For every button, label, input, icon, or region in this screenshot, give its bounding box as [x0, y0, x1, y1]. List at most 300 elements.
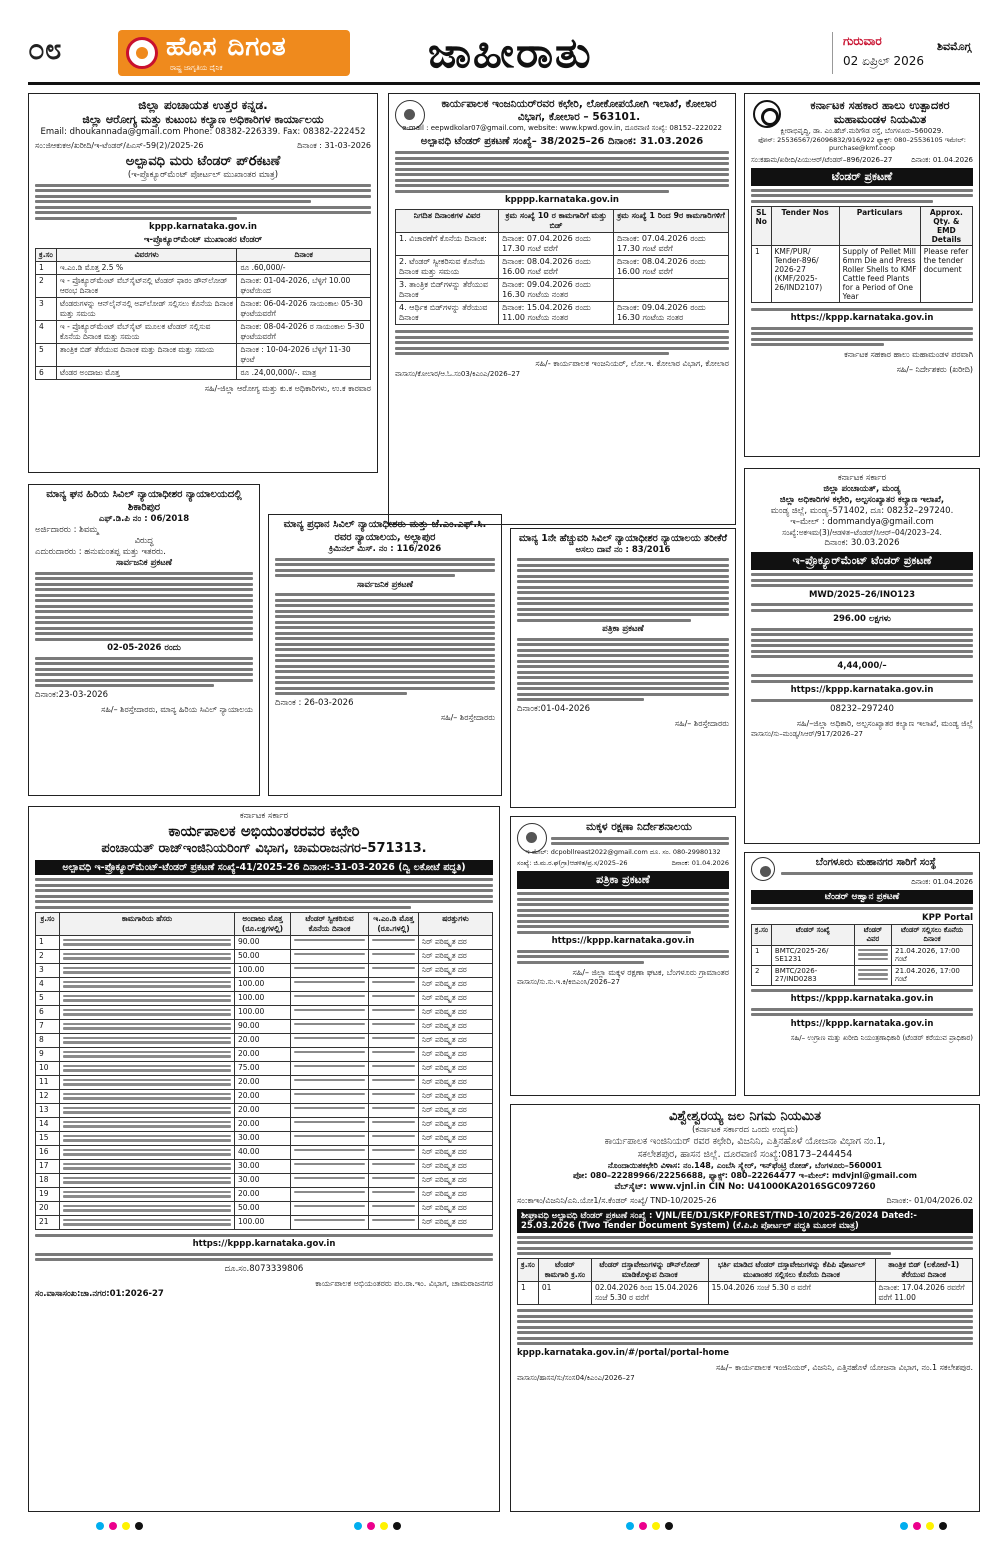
signature: ಕಾರ್ಯಪಾಲಕ ಅಭಿಯಂತರರು ಪಂ.ರಾ.ಇಂ. ವಿಭಾಗ, ಚಾಮರಾಜನಗರ — [315, 1278, 493, 1288]
table-cell: 14 — [36, 1117, 60, 1131]
table-cell — [369, 1201, 419, 1215]
table-cell — [60, 1131, 235, 1145]
table-cell — [291, 1159, 369, 1173]
notice-heading: ಅಲ್ಪಾವಧಿ ಟೆಂಡರ್ ಪ್ರಕಟಣೆ ಸಂಖ್ಯೆ– 38/2025–26 ದಿನಾಂಕ: 31.03.2026 — [420, 136, 704, 148]
table-cell — [369, 935, 419, 949]
table-cell: 17 — [36, 1159, 60, 1173]
table-cell: 40.00 — [235, 1145, 291, 1159]
issue-date: 02 ಏಪ್ರಿಲ್ 2026 — [843, 54, 925, 68]
col-header: Particulars — [839, 206, 920, 245]
table-cell: 100.00 — [235, 1005, 291, 1019]
table-cell: ನಿರ್ ಪರಿಷ್ಕೃತ ದರ — [419, 1145, 493, 1159]
notice-date: ದಿನಾಂಕ: 01.04.2026 — [911, 155, 973, 164]
table-row: 4. ಆರ್ಥಿಕ ಬಿಡ್‌ಗಳನ್ನು ತೆರೆಯುವ ದಿನಾಂಕ ದಿನಾಂಕ: 15.04.2026 ರಂದು 11.00 ಗಂಟೆಯ ನಂತರ ದಿನಾಂಕ: 09.04.2026 ರಂದು 16.30 ಗಂಟೆಯ ನಂತರ — [396, 302, 729, 325]
table-cell — [60, 1173, 235, 1187]
case-number: ಕ್ರಿಮಿನಲ್ ಮಿಸ್. ನಂ : 116/2026 — [328, 544, 442, 554]
table-cell: 19 — [36, 1187, 60, 1201]
signature: ಸಹಿ/– ಶಿರಸ್ತೇದಾರರು — [674, 719, 729, 729]
table-cell — [60, 1103, 235, 1117]
table-cell: 20.00 — [235, 1047, 291, 1061]
table-cell — [369, 1005, 419, 1019]
table-row — [36, 1117, 493, 1131]
dates-table — [395, 209, 729, 325]
notice-heading: ಅಲ್ಪಾವಧಿ ಮರು ಟೆಂಡರ್ ಪ್రಕಟಣೆ — [125, 153, 281, 169]
table-cell — [369, 1215, 419, 1229]
ad-kmf — [744, 93, 980, 457]
table-cell — [60, 1215, 235, 1229]
ad-court-tarikere — [510, 528, 736, 808]
table-cell — [369, 1131, 419, 1145]
ad-address: ಮಂಡ್ಯ ಜಿಲ್ಲೆ, ಮಂಡ್ಯ–571402, ದೂ: 08232–297240. — [770, 506, 954, 517]
case-number: ಎಫ್.ಡಿ.ಪಿ ನಂ : 06/2018 — [98, 514, 190, 524]
col-header: ಟೆಂಡರ್ ಸಂಖ್ಯೆ — [771, 924, 854, 945]
party-petitioner: ಅರ್ಜಿದಾರರು : ಶಿವಮ್ಮ — [35, 525, 99, 536]
table-row — [36, 1033, 493, 1047]
notice-date: ದಿನಾಂಕ : 31-03-2026 — [297, 140, 371, 150]
table-cell: ನಿರ್ ಪರಿಷ್ಕೃತ ದರ — [419, 1215, 493, 1229]
ref-number: ಸಂ:ಕಾಇಂ/ವಿಜನಿನಿ/ಎನಿ.ಯೋ1/ಸ.ಕೆಂಡರ್ ಸಂಖ್ಯೆ/ TND-10/2025-26 — [517, 1195, 717, 1205]
col-header: ನಿಗದಿತ ದಿನಾಂಕಗಳ ವಿವರ — [396, 210, 499, 233]
table-cell — [369, 1089, 419, 1103]
ref-number: ಸಂಖ್ಯೆ: ಜಿ.ಮ.ರ.ಘ(ಗ್ರಾ)ಆಡಳಿತ/ಪ್ರ.ಸ/2025–26 — [517, 859, 628, 868]
table-row — [36, 1131, 493, 1145]
table-cell: 11 — [36, 1075, 60, 1089]
table-row — [36, 977, 493, 991]
table-cell — [291, 1047, 369, 1061]
website-cin[interactable]: ವೆಬ್‌ಸೈಟ್: www.vjnl.in CIN No: U41000KA2016SGC097260 — [614, 1181, 876, 1192]
table-cell — [291, 1019, 369, 1033]
ad-footer: ಸಂ.ವಾಸಾಸಂಖ:ಚಾ.ನಗರ:01:2026-27 — [35, 1289, 164, 1300]
table-cell: 20.00 — [235, 1187, 291, 1201]
col-header: ಟೆಂಡರ್ ವಿವರ — [854, 924, 892, 945]
table-cell: 13 — [36, 1103, 60, 1117]
table-cell — [369, 949, 419, 963]
col-header: ಕ್ರಮ ಸಂಖ್ಯೆ 10 ರ ಕಾಮಗಾರಿಗೆ ಮತ್ತು ಬಿಡ್ — [499, 210, 614, 233]
table-row: 3 ಟೆಂಡರುಗಳನ್ನು ಆನ್‌ಲೈನ್‌ನಲ್ಲಿ ಅಪ್‌ಲೋಡ್ ಸಲ್ಲಿಸಲು ಕೊನೆಯ ದಿನಾಂಕ ಮತ್ತು ಸಮಯ ದಿನಾಂಕ: 06-04-2026 ಸಾಯಂಕಾಲ 05-30 ಘಂಟೆಯವರೆಗೆ — [36, 298, 371, 321]
signature-note: ಕರ್ನಾಟಕ ಸಹಕಾರ ಹಾಲು ಮಹಾಮಂಡಳ ಪರವಾಗಿ — [844, 350, 973, 360]
ad-contact: e-mail : eepwdkolar07@gmail.com, website: www.kpwd.gov.in, ದೂರವಾಣಿ ಸಂಖ್ಯೆ: 08152–222022 — [402, 124, 722, 133]
table-row — [36, 963, 493, 977]
table-cell — [369, 1047, 419, 1061]
ad-title: ಬೆಂಗಳೂರು ಮಹಾನಗರ ಸಾರಿಗೆ ಸಂಸ್ಥೆ — [815, 857, 937, 868]
table-row — [36, 1201, 493, 1215]
table-cell: 90.00 — [235, 935, 291, 949]
table-cell — [369, 1173, 419, 1187]
table-row: 1 KMF/PUR/ Tender-896/ 2026-27 (KMF/2025-26/IND2107) Supply of Pellet Mill 6mm Die and Press Roller Shells to KMF Cattle feed Plants for a Period of One Year Please refer the tender document — [752, 245, 973, 302]
tender-ref: MWD/2025–26/INO123 — [808, 589, 916, 600]
table-row — [36, 935, 493, 949]
table-cell: 2 — [36, 949, 60, 963]
col-header: ಷರತ್ತುಗಳು — [419, 912, 493, 935]
table-cell — [60, 1019, 235, 1033]
portal-link[interactable]: https://kppp.karnataka.gov.in — [192, 1239, 336, 1250]
bmtc-logo-icon — [751, 857, 775, 881]
table-cell — [291, 1075, 369, 1089]
office-line-2: ಸಕಲೇಶಪುರ, ಹಾಸನ ಜಿಲ್ಲೆ. ದೂರವಾಣಿ ಸಂಖ್ಯೆ:08173–244454 — [637, 1148, 853, 1160]
table-cell: ನಿರ್ ಪರಿಷ್ಕೃತ ದರ — [419, 1089, 493, 1103]
table-cell — [60, 1159, 235, 1173]
ref-number: ಸಂ:ಜಿಆಕುಕಅ/ಖರೀದಿ/ಇ-ಟೆಂಡರ್/ಪಿಎಸ್-59(2)/2025-26 — [35, 140, 204, 150]
table-row — [36, 1145, 493, 1159]
table-cell — [369, 991, 419, 1005]
signature: ಸಹಿ/– ಜಿಲ್ಲಾ ಮಕ್ಕಳ ರಕ್ಷಣಾ ಘಟಕ, ಬೆಂಗಳೂರು ಗ್ರಾಮಾಂತರ — [572, 967, 729, 977]
table-cell: 3 — [36, 963, 60, 977]
tender-fee: 4,44,000/– — [837, 660, 887, 671]
notice-date: ದಿನಾಂಕ : 26-03-2026 — [275, 697, 354, 708]
weekday: ಗುರುವಾರ — [843, 34, 882, 48]
table-cell: 20 — [36, 1201, 60, 1215]
table-cell: 30.00 — [235, 1131, 291, 1145]
ref-number: ಸಂಖ್ಯೆ:ಅಕಇಮ(3)/ಆಡಳಿತ–ಟೆಂಡರ್/ಸಿಆರ್–04/2023–24. — [782, 528, 942, 538]
table-cell: ನಿರ್ ಪರಿಷ್ಕೃತ ದರ — [419, 1173, 493, 1187]
col-header: Approx. Qty. & EMD Details — [920, 206, 972, 245]
ad-footer: ವಾಸಾಸಂ/ಕೋಲಾರ/ಆ.ಓ.ಸಂ03/ಕಿಎಂಎ/2026–27 — [395, 370, 521, 379]
table-row: 1 BMTC/2025-26/ SE1231 21.04.2026, 17:00 ಗಂಟೆ — [752, 945, 973, 965]
ad-email: ಇ–ಮೇಲ್ : dommandya@gmail.com — [790, 517, 934, 528]
notice-date: ದಿನಾಂಕ:01-04-2026 — [517, 703, 591, 714]
table-cell: ನಿರ್ ಪರಿಷ್ಕೃತ ದರ — [419, 949, 493, 963]
table-row: 6 ಟೆಂಡರ ಅಂದಾಜು ಮೊತ್ತ ರೂ .24,00,000/-. ಮಾತ್ರ — [36, 367, 371, 380]
table-cell: ನಿರ್ ಪರಿಷ್ಕೃತ ದರ — [419, 1061, 493, 1075]
table-cell — [291, 1005, 369, 1019]
works-table — [35, 912, 493, 1230]
table-row — [36, 1047, 493, 1061]
notice-heading: ಟೆಂಡರ್ ಪ್ರಕಟಣೆ — [751, 168, 973, 186]
table-cell — [369, 1075, 419, 1089]
table-cell: 20.00 — [235, 1103, 291, 1117]
ad-footer: ವಾಸಾಸಂ/ಸು–ಮಂಡ್ಯ/ಸಿಆರ್/917/2026–27 — [751, 730, 863, 739]
ad-footer: ವಾಸಾಸಂ/ಸು.ಸು.ಇ.ಕಿ/ಕಿಬಿಎಂಸಿ/2026–27 — [517, 978, 620, 987]
ad-bmtc — [744, 852, 980, 1096]
table-cell: 1 — [36, 935, 60, 949]
table-row: 2 ಇ - ಪ್ರೊಕ್ಯೂರ್‌ಮೆಂಟ್ ವೆಬ್‌ಸೈಟ್‌ನಲ್ಲಿ ಟೆಂಡರ್ ಫಾರಂ ಡೌನ್‌ಲೋಡ್ ಆರಂಭ ದಿನಾಂಕ ದಿನಾಂಕ: 01-04-2026, ಬೆಳ್ಳಿಗೆ 10.00 ಘಂಟೆಯಿಂದ — [36, 275, 371, 298]
phone: ದೂ.ಸಂ.8073339806 — [224, 1263, 304, 1274]
table-cell — [291, 1201, 369, 1215]
signature: ಸಹಿ/–ಜಿಲ್ಲಾ ಅಧಿಕಾರಿ, ಅಲ್ಪಸಂಖ್ಯಾತರ ಕಲ್ಯಾಣ ಇಲಾಖೆ, ಮಂಡ್ಯ ಜಿಲ್ಲೆ — [796, 719, 973, 729]
portal-link-secondary[interactable]: https://kppp.karnataka.gov.in — [790, 1018, 934, 1029]
print-registration-marks — [900, 1522, 947, 1530]
table-cell — [60, 1187, 235, 1201]
col-header: ಟೆಂಡರ್ ದಸ್ತಾವೇಜುಗಳನ್ನು ಡೌನ್‌ಲೋಡ್ ಮಾಡಿಕೊಳ್ಳುವ ದಿನಾಂಕ — [591, 1259, 708, 1282]
table-row — [36, 991, 493, 1005]
ad-contact: ಫೋನ್: 25536567/26096832/916/922 ಫ್ಯಾಕ್ಸ್: 080–25536105 ಇಮೇಲ್: purchase@kmf.coop — [758, 135, 966, 153]
table-cell: 10 — [36, 1061, 60, 1075]
table-cell: ನಿರ್ ಪರಿಷ್ಕೃತ ದರ — [419, 991, 493, 1005]
signature: ಸಹಿ/– ಕಾರ್ಯಪಾಲಕ ಇಂಜಿನಿಯರ್, ವಿಜನಿನಿ, ಎತ್ತಿನಹೊಳೆ ಯೋಜನಾ ವಿಭಾಗ, ನಂ.1 ಸಕಲೇಶಪುರ. — [715, 1362, 973, 1372]
ad-court-alappuzha — [268, 514, 502, 796]
ref-number: ಸಂ:ಕಹಾಮ/ಖರೀದಿ/ಪಿಯುಆರ್/ಟೆಂಡರ್–896/2026–27 — [751, 155, 893, 164]
registered-contact: ಪೋ: 080–22289966/22256688, ಫ್ಯಾಕ್ಸ್: 080–22264477 ಇ–ಮೇಲ್: mdvjnl@gmail.com — [573, 1171, 917, 1181]
table-cell: ನಿರ್ ಪರಿಷ್ಕೃತ ದರ — [419, 1187, 493, 1201]
table-cell: 16 — [36, 1145, 60, 1159]
table-cell: 5 — [36, 991, 60, 1005]
table-cell: ನಿರ್ ಪರಿಷ್ಕೃತ ದರ — [419, 963, 493, 977]
party-respondent: ಎದುರುದಾರರು : ಹನುಮಂತಪ್ಪ ಮತ್ತು ಇತರರು. — [35, 547, 166, 558]
table-cell — [291, 949, 369, 963]
table-cell: 15 — [36, 1131, 60, 1145]
col-header: ಭರ್ತಿ ಮಾಡಿದ ಟೆಂಡರ್ ದಸ್ತಾವೇಜುಗಳನ್ನು ಕೆಪಿಪಿ ಪೋರ್ಟಲ್ ಮುಖಾಂತರ ಸಲ್ಲಿಸಲು ಕೊನೆಯ ದಿನಾಂಕ — [708, 1259, 875, 1282]
ad-court-shivamogga — [28, 484, 260, 796]
table-cell — [60, 935, 235, 949]
ad-address: ಕ್ಷೀರಾಭಿವೃದ್ಧಿ, ಡಾ. ಎಂ.ಹೆಚ್.ಮರಿಗೌಡ ರಸ್ತೆ, ಬೆಂಗಳೂರು–560029. — [780, 126, 944, 135]
table-cell — [369, 1103, 419, 1117]
table-cell: ನಿರ್ ಪರಿಷ್ಕೃತ ದರ — [419, 1201, 493, 1215]
table-cell: ನಿರ್ ಪರಿಷ್ಕೃತ ದರ — [419, 935, 493, 949]
notice-heading: ಟೆಂಡರ್ ಆಹ್ವಾನ ಪ್ರಕಟಣೆ — [751, 890, 973, 904]
table-row — [36, 1187, 493, 1201]
versus: ವಿರುದ್ಧ — [134, 536, 154, 547]
portal-name: KPP Portal — [922, 912, 973, 923]
notice-subheading: (ಇ-ಪ್ರೊಕ್ಯೂರ್‌ಮೆಂಟ್ ಪೋರ್ಟಲ್ ಮುಖಾಂತರ ಮಾತ್ರ) — [127, 170, 279, 181]
ad-title-office: ಜಿಲ್ಲಾ ಆರೋಗ್ಯ ಮತ್ತು ಕುಟುಂಬ ಕಲ್ಯಾಣ ಅಧಿಕಾರಿಗಳ ಕಾರ್ಯಾಲಯ — [82, 113, 324, 126]
table-cell — [60, 1047, 235, 1061]
col-header: ಕ್ರಮ ಸಂಖ್ಯೆ 1 ರಿಂದ 9ರ ಕಾಮಗಾರಿಗಳಿಗೆ — [614, 210, 729, 233]
ad-mandya — [744, 468, 980, 844]
notice-date: ದಿನಾಂಕ: 30.03.2026 — [824, 537, 900, 548]
table-cell — [291, 1215, 369, 1229]
table-cell: ನಿರ್ ಪರಿಷ್ಕೃತ ದರ — [419, 1047, 493, 1061]
notice-date: ದಿನಾಂಕ:- 01/04/2026.02 — [886, 1195, 973, 1205]
signature: ಸಹಿ/– ಶಿರಸ್ತೇದಾರರು — [440, 712, 495, 722]
table-cell: 7 — [36, 1019, 60, 1033]
ad-title: ಜಿಲ್ಲಾ ಪಂಚಾಯತ ಉತ್ತರ ಕನ್ನಡ. — [138, 98, 268, 112]
ad-contact: Email: dhoukannada@gmail.com Phone: 08382-226339. Fax: 08382-222452 — [40, 126, 366, 137]
table-cell: 20.00 — [235, 1075, 291, 1089]
table-row: 3. ತಾಂತ್ರಿಕ ಬಿಡ್‌ಗಳನ್ನು ತೆರೆಯುವ ದಿನಾಂಕ ದಿನಾಂಕ: 09.04.2026 ರಂದು 16.30 ಗಂಟೆಯ ನಂತರ — [396, 279, 729, 302]
table-cell — [369, 1187, 419, 1201]
col-header: ಕಾಮಗಾರಿಯ ಹೆಸರು — [60, 912, 235, 935]
table-cell: ನಿರ್ ಪರಿಷ್ಕೃತ ದರ — [419, 1131, 493, 1145]
ad-title: ಜಿಲ್ಲಾ ಪಂಚಾಯತ್, ಮಂಡ್ಯ — [823, 484, 901, 495]
date-box — [832, 32, 980, 74]
table-cell: 6 — [36, 1005, 60, 1019]
case-number: ಅಸಲು ದಾವೆ ನಂ : 83/2016 — [575, 544, 671, 555]
ad-child-protection — [510, 816, 736, 1096]
estimated-cost: 296.00 ಲಕ್ಷಗಳು — [833, 614, 891, 625]
col-header: ಇ.ಎಂ.ಡಿ ಮೊತ್ತ (ರೂ.ಗಳಲ್ಲಿ) — [369, 912, 419, 935]
table-cell: 100.00 — [235, 1215, 291, 1229]
table-row: 2. ಟೆಂಡರ್ ಸ್ವೀಕರಿಸುವ ಕೊನೆಯ ದಿನಾಂಕ ಮತ್ತು ಸಮಯ ದಿನಾಂಕ: 08.04.2026 ರಂದು 16.00 ಗಂಟೆ ವರೆಗೆ ದಿನಾಂಕ: 08.04.2026 ರಂದು 16.00 ಗಂಟೆ ವರೆಗೆ — [396, 256, 729, 279]
table-cell: 20.00 — [235, 1089, 291, 1103]
ad-title: ಕಾರ್ಯಪಾಲಕ ಅಭಿಯಂತರರವರ ಕಛೇರಿ — [168, 822, 360, 841]
signature: ಸಹಿ/– ನಿರ್ದೇಶಕರು (ಖರೀದಿ) — [896, 365, 973, 375]
table-cell — [60, 949, 235, 963]
table-cell: ನಿರ್ ಪರಿಷ್ಕೃತ ದರ — [419, 1033, 493, 1047]
office-line-1: ಕಾರ್ಯಪಾಲಕ ಇಂಜಿನಿಯರ್ ರವರ ಕಛೇರಿ, ವಿಜನಿನಿ, ಎತ್ತಿನಹೊಳೆ ಯೋಜನಾ ವಿಭಾಗ ನಂ.1, — [604, 1136, 886, 1148]
table-cell: 21 — [36, 1215, 60, 1229]
table-cell — [291, 977, 369, 991]
print-registration-marks — [96, 1522, 143, 1530]
col-header: ಕ್ರ.ಸಂ — [36, 249, 57, 262]
table-cell: ನಿರ್ ಪರಿಷ್ಕೃತ ದರ — [419, 1103, 493, 1117]
ad-title: ಮಾನ್ಯ 1ನೇ ಹೆಚ್ಚುವರಿ ಸಿವಿಲ್ ನ್ಯಾಯಾಧೀಶರ ನ್ಯಾಯಾಲಯ ತರೀಕೆರೆ — [519, 533, 727, 544]
table-cell: ನಿರ್ ಪರಿಷ್ಕೃತ ದರ — [419, 1019, 493, 1033]
ad-footer: ವಾಸಾಸಂ/ಹಾಸನ/ಸು/ಸಂಸ04/ಕಿಎಂಎ/2026–27 — [517, 1373, 635, 1382]
table-row — [36, 1089, 493, 1103]
newspaper-name: ಹೊಸ ದಿಗಂತ — [166, 32, 287, 62]
table-row: 4 ಇ - ಪ್ರೊಕ್ಯೂರ್‌ಮೆಂಟ್ ವೆಬ್‌ಸೈಟ್ ಮೂಲಕ ಟೆಂಡರ್ ಸಲ್ಲಿಸುವ ಕೊನೆಯ ದಿನಾಂಕ ಮತ್ತು ಸಮಯ ದಿನಾಂಕ: 08-04-2026 ರ ಸಾಯಂಕಾಲ 5-30 ಘಂಟೆಯವರೆಗೆ — [36, 321, 371, 344]
table-row — [36, 1061, 493, 1075]
masthead-rule — [28, 82, 980, 85]
logo-emblem-icon — [126, 37, 158, 69]
table-cell — [369, 1117, 419, 1131]
section-title: ಜಾಹೀರಾತು — [428, 28, 593, 77]
newspaper-tagline: ರಾಷ್ಟ್ರ ಜಾಗೃತಿಯ ದೈನಿಕ — [170, 64, 223, 72]
portal-link[interactable]: kppp.karnataka.gov.in/#/portal/portal-home — [517, 1347, 730, 1358]
table-cell: 12 — [36, 1089, 60, 1103]
table-cell — [60, 1033, 235, 1047]
table-cell — [291, 1103, 369, 1117]
table-row: 5 ತಾಂತ್ರಿಕ ಬಿಡ್ ತೆರೆಯುವ ದಿನಾಂಕ ಮತ್ತು ದಿನಾಂಕ ಮತ್ತು ಸಮಯ ದಿನಾಂಕ : 10-04-2026 ಬೆಳ್ಳಿಗೆ 11-30 ಘಂಟೆ — [36, 344, 371, 367]
table-cell: 20.00 — [235, 1033, 291, 1047]
tender-schedule-table — [35, 248, 371, 380]
table-cell: 75.00 — [235, 1061, 291, 1075]
table-row — [36, 1173, 493, 1187]
karnataka-emblem-icon — [395, 100, 425, 130]
table-cell — [291, 1061, 369, 1075]
notice-heading: ಸಾರ್ವಜನಿಕ ಪ್ರಕಟಣೆ — [116, 558, 172, 569]
col-header: ಟೆಂಡರ್ ಸ್ವೀಕರಿಸುವ ಕೊನೆಯ ದಿನಾಂಕ — [291, 912, 369, 935]
signature: ಸಹಿ/-ಜಿಲ್ಲಾ ಆರೋಗ್ಯ ಮತ್ತು ಕು.ಕ ಅಧಿಕಾರಿಗಳು, ಉ.ಕ ಕಾರವಾರ — [204, 384, 371, 394]
col-header: ಕ್ರ.ಸಂ — [518, 1259, 539, 1282]
col-header: Tender Nos — [771, 206, 839, 245]
table-cell — [291, 1187, 369, 1201]
ad-title: ಕರ್ನಾಟಕ ಸಹಕಾರ ಹಾಲು ಉತ್ಪಾದಕರ ಮಹಾಮಂಡಳ ನಿಯಮಿತ — [810, 98, 950, 127]
col-header: ತಾಂತ್ರಿಕ ಬಿಡ್ (ಲಕೋಟೆ-1) ತೆರೆಯುವ ದಿನಾಂಕ — [875, 1259, 972, 1282]
table-cell — [369, 1019, 419, 1033]
table-cell: 100.00 — [235, 991, 291, 1005]
table-cell — [291, 1131, 369, 1145]
ad-title: ವಿಶ್ವೇಶ್ವರಯ್ಯ ಜಲ ನಿಗಮ ನಿಯಮಿತ — [669, 1109, 821, 1124]
print-registration-marks — [354, 1522, 401, 1530]
portal-link[interactable]: https://kppp.karnataka.gov.in — [790, 994, 934, 1005]
notice-date: ದಿನಾಂಕ: 01.04.2026 — [911, 878, 973, 886]
portal-link[interactable]: https://kppp.karnataka.gov.in — [790, 313, 934, 324]
tender-dates-table — [517, 1258, 973, 1305]
table-cell: 8 — [36, 1033, 60, 1047]
table-cell: 100.00 — [235, 963, 291, 977]
table-row: 1 01 02.04.2026 ರಿಂದ 15.04.2026 ಸಂಜೆ 5.30 ರ ವರೆಗೆ 15.04.2026 ಸಂಜೆ 5.30 ರ ವರೆಗೆ ದಿನಾಂಕ: 17.04.2026 ರವರೆಗೆ ವರೆಗೆ 11.00 — [518, 1282, 973, 1305]
table-cell — [60, 991, 235, 1005]
ad-office: ಜಿಲ್ಲಾ ಅಧಿಕಾರಿಗಳ ಕಛೇರಿ, ಅಲ್ಪಸಂಖ್ಯಾತರ ಕಲ್ಯಾಣ ಇಲಾಖೆ, — [779, 495, 945, 506]
notice-heading: ಪತ್ರಿಕಾ ಪ್ರಕಟಣೆ — [517, 871, 729, 889]
col-header: ಅಂದಾಜು ಮೊತ್ತ (ರೂ.ಲಕ್ಷಗಳಲ್ಲಿ) — [235, 912, 291, 935]
hearing-date: 02-05-2026 ರಂದು — [107, 643, 181, 654]
page-number: ೦೮ — [28, 32, 62, 67]
kmf-logo-icon — [753, 100, 781, 128]
table-cell — [369, 963, 419, 977]
table-cell — [369, 1145, 419, 1159]
table-cell — [291, 1117, 369, 1131]
ad-subtitle: (ಕರ್ನಾಟಕ ಸರ್ಕಾರದ ಒಂದು ಉದ್ಯಮ) — [691, 1125, 799, 1136]
portal-link[interactable]: https://kppp.karnataka.gov.in — [790, 685, 934, 696]
ad-zp-uttara-kannada — [28, 93, 378, 473]
table-cell: 50.00 — [235, 949, 291, 963]
notice-heading: ಅಲ್ಪಾವಧಿ ಇ-ಪ್ರೊಕ್ಯೂರ್‌ಮೆಂಟ್-ಟೆಂಡರ್ ಪ್ರಕಟಣೆ ಸಂಖ್ಯೆ-41/2025-26 ದಿನಾಂಕ:-31-03-2026 (ದ್ವಿ ಲಕೋಟೆ ಪದ್ಧತಿ) — [35, 860, 493, 875]
col-header: ಕ್ರ.ಸಂ — [36, 912, 60, 935]
table-cell: 30.00 — [235, 1159, 291, 1173]
table-cell: 9 — [36, 1047, 60, 1061]
portal-link[interactable]: https://kppp.karnataka.gov.in — [551, 936, 695, 947]
table-cell — [291, 991, 369, 1005]
col-header: ಟೆಂಡರ್ ಸಲ್ಲಿಸಲು ಕೊನೆಯ ದಿನಾಂಕ — [892, 924, 973, 945]
table-cell: ನಿರ್ ಪರಿಷ್ಕೃತ ದರ — [419, 977, 493, 991]
ad-chamarajanagar — [28, 806, 500, 1512]
ad-office: ಪಂಚಾಯತ್ ರಾಜ್ಇಂಜಿನಿಯರಿಂಗ್ ವಿಭಾಗ, ಚಾಮರಾಜನಗರ–571313. — [101, 840, 427, 856]
notice-heading: ಶೀಘ್ರಾವಧಿ ಅಲ್ಪಾವಧಿ ಟೆಂಡರ್ ಪ್ರಕಟಣೆ ಸಂಖ್ಯೆ : VJNL/EE/D1/SKP/FOREST/TND-10/2025-26/2024 Dated:- 25.03.2026 (Two Tender Document System) (ಕೆ.ಪಿ.ಪಿ ಪೋರ್ಟಲ್ ಪದ್ಧತಿ ಮೂಲಕ ಮಾತ್ರ) — [517, 1209, 973, 1233]
table-row — [36, 1075, 493, 1089]
tender-table — [751, 924, 973, 986]
ad-email: ಇ-ಮೇಲ್: dcpobllreast2022@gmail.com ದೂ. ಸಂ. 080-29980132 — [525, 847, 721, 856]
table-cell — [60, 1005, 235, 1019]
table-cell — [291, 1033, 369, 1047]
table-row — [36, 1159, 493, 1173]
newspaper-logo[interactable] — [118, 30, 350, 76]
portal-link[interactable]: kppp.karnataka.gov.in — [149, 222, 257, 233]
gov-label: ಕರ್ನಾಟಕ ಸರ್ಕಾರ — [239, 811, 289, 821]
table-cell — [60, 1117, 235, 1131]
table-cell — [369, 1061, 419, 1075]
table-cell — [60, 1145, 235, 1159]
gov-label: ಕರ್ನಾಟಕ ಸರ್ಕಾರ — [837, 473, 887, 483]
table-cell: 4 — [36, 977, 60, 991]
table-cell: 50.00 — [235, 1201, 291, 1215]
karnataka-emblem-icon — [517, 823, 547, 853]
table-row: 2 BMTC/2026-27/IND0283 21.04.2026, 17:00 ಗಂಟೆ — [752, 965, 973, 985]
notice-date: ದಿನಾಂಕ: 01.04.2026 — [671, 859, 729, 868]
edition-city: ಶಿವಮೊಗ್ಗ — [937, 40, 972, 53]
table-cell — [291, 935, 369, 949]
col-header: ಕ್ರ.ಸಂ — [752, 924, 772, 945]
table-row — [36, 1005, 493, 1019]
table-cell: 18 — [36, 1173, 60, 1187]
col-header: ಟೆಂಡರ್ ಕಾಮಗಾರಿ ಕ್ರ.ಸಂ — [538, 1259, 591, 1282]
table-cell — [60, 1075, 235, 1089]
table-cell: 100.00 — [235, 977, 291, 991]
portal-link[interactable]: kpppp.karnataka.gov.in — [505, 195, 619, 206]
table-cell: ನಿರ್ ಪರಿಷ್ಕೃತ ದರ — [419, 1159, 493, 1173]
notice-heading: ಸಾರ್ವಜನಿಕ ಪ್ರಕಟಣೆ — [357, 579, 413, 590]
table-cell — [369, 1033, 419, 1047]
table-cell — [60, 1089, 235, 1103]
tender-table — [751, 206, 973, 303]
table-cell — [291, 1173, 369, 1187]
table-row — [36, 1103, 493, 1117]
table-cell: 90.00 — [235, 1019, 291, 1033]
col-header: ವಿವರಗಳು — [56, 249, 237, 262]
notice-heading: ಪತ್ರಿಕಾ ಪ್ರಕಟಣೆ — [602, 624, 644, 635]
table-cell — [291, 1145, 369, 1159]
col-header: SL No — [752, 206, 772, 245]
table-row: 1 ಇ.ಎಂ.ಡಿ ಮೊತ್ತ 2.5 % ರೂ .60,000/- — [36, 262, 371, 275]
table-cell: ನಿರ್ ಪರಿಷ್ಕೃತ ದರ — [419, 1075, 493, 1089]
signature: ಸಹಿ/– ಉಗ್ರಾಣ ಮತ್ತು ಖರೀದಿ ನಿಯಂತ್ರಣಾಧಿಕಾರಿ (ಟೆಂಡರ್ ಕರೆಯುವ ಪ್ರಾಧಿಕಾರ) — [790, 1033, 973, 1042]
table-cell — [291, 963, 369, 977]
table-row — [36, 1019, 493, 1033]
table-cell — [291, 1089, 369, 1103]
table-cell — [60, 1061, 235, 1075]
table-cell — [369, 977, 419, 991]
registered-office: ನೊಂದಾಯಿತಕಛೇರಿ ವಿಳಾಸ: ನಂ.148, ಎಂಬೆಸಿ ಸ್ಕ್ವೇರ್, ಇನ್‌ಫೆಂಟ್ರಿ ರೋಡ್, ಬೆಂಗಳೂರು–560001 — [607, 1160, 883, 1170]
ad-title: ಮಾನ್ಯ ಪ್ರಧಾನ ಸಿವಿಲ್ ನ್ಯಾಯಾಧೀಶರು ಮತ್ತು ಜೆ.ಎಂ.ಎಫ್.ಸಿ. ರವರ ನ್ಯಾಯಾಲಯ, ಅಲ್ಲಾಪುರ — [283, 519, 487, 543]
table-row — [36, 949, 493, 963]
notice-heading: ಇ–ಪ್ರೊಕ್ಯೂರ್‌ಮೆಂಟ್ ಟೆಂಡರ್ ಪ್ರಕಟಣೆ — [751, 552, 973, 570]
print-registration-marks — [626, 1522, 673, 1530]
table-cell — [60, 963, 235, 977]
schedule-title: ಇ-ಪ್ರೊಕ್ಯೂರ್‌ಮೆಂಟ್ ಮುಖಾಂತರ ಟೆಂಡರ್ — [143, 235, 263, 246]
signature: ಸಹಿ/- ಕಾರ್ಯಪಾಲಕ ಇಂಜನಿಯರ್, ಲೋ.ಇ. ಕೋಲಾರ ವಿಭಾಗ, ಕೋಲಾರ — [535, 359, 729, 369]
table-cell: ನಿರ್ ಪರಿಷ್ಕೃತ ದರ — [419, 1005, 493, 1019]
